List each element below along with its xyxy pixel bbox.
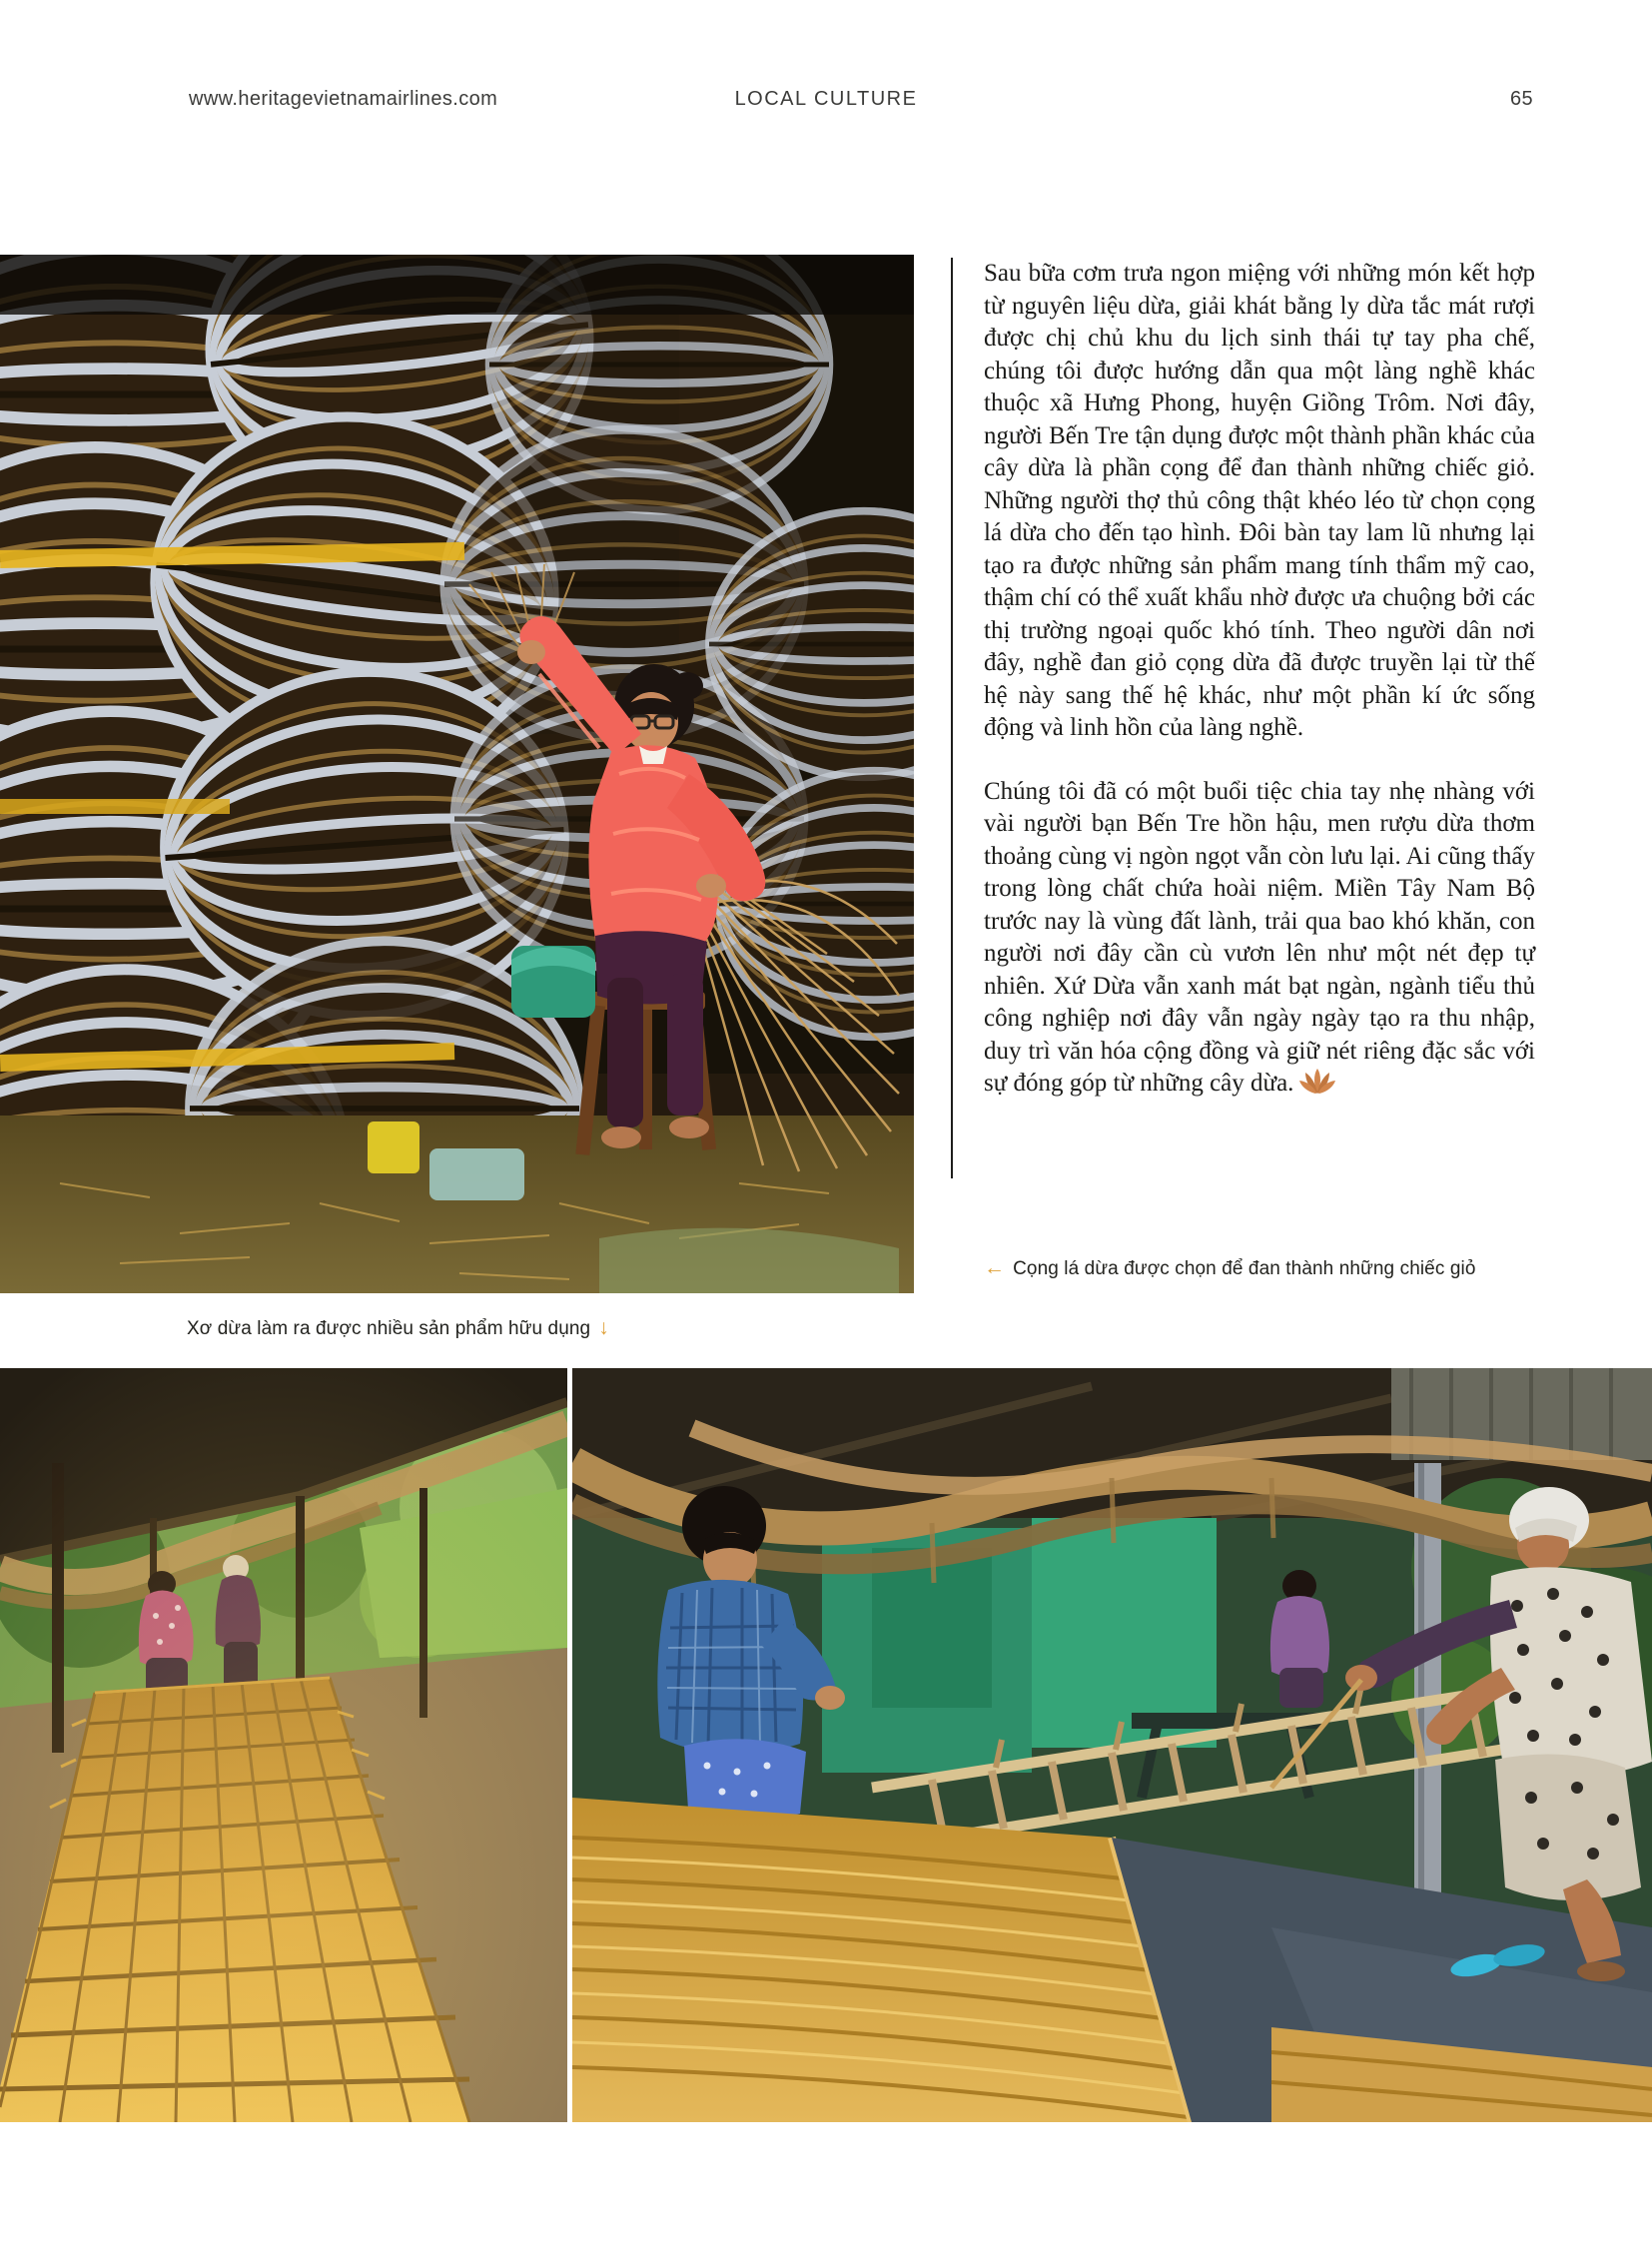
- caption-basket: [984, 1256, 1543, 1280]
- photo-coir-mat-weavers: [572, 1368, 1652, 2122]
- left-arrow-icon: ←: [984, 1256, 1006, 1279]
- caption-coir-text: Xơ dừa làm ra được nhiều sản phẩm hữu dụng: [187, 1318, 591, 1339]
- column-divider: [951, 258, 953, 1178]
- photo-coir-mat-yard: [0, 1368, 567, 2122]
- down-arrow-icon: ↓: [598, 1316, 609, 1339]
- article-body: [984, 258, 1535, 1104]
- header-page-number: 65: [1509, 88, 1533, 110]
- header-section-title: LOCAL CULTURE: [734, 88, 918, 110]
- article-paragraph-2: Chúng tôi đã có một buổi tiệc chia tay nhẹ nhàng với vài người bạn Bến Tre hồn hậu, men rượu dừa thơm thoảng cùng vị ngòn ngọt vẫn còn lưu lại. Ai cũng thấy trong lòng chất chứa hoài niệm. Miền Tây Nam Bộ trước nay là vùng đất lành, trải qua bao khó khăn, con người nơi đây cần cù vươn lên như một nét đẹp tự nhiên. Xứ Dừa vẫn xanh mát bạt ngàn, ngành tiểu thủ công nghiệp nơi đây vẫn ngày ngày tạo ra thu nhập, duy trì văn hóa cộng đồng và giữ nét riêng đặc sắc với sự đóng góp từ những cây dừa.: [984, 776, 1535, 1104]
- lotus-end-mark-icon: [1299, 1069, 1335, 1104]
- photo-basket-weaver: [0, 255, 914, 1293]
- header-url: www.heritagevietnamairlines.com: [189, 88, 498, 110]
- caption-basket-text: Cọng lá dừa được chọn để đan thành những chiếc giỏ: [1013, 1258, 1476, 1279]
- article-paragraph-1: Sau bữa cơm trưa ngon miệng với những món kết hợp từ nguyên liệu dừa, giải khát bằng ly dừa tắc mát rượi được chị chủ khu du lịch sinh thái tự tay pha chế, chúng tôi được hướng dẫn qua một làng nghề khác thuộc xã Hưng Phong, huyện Giồng Trôm. Nơi đây, người Bến Tre tận dụng được một thành phần khác của cây dừa là phần cọng để đan thành những chiếc giỏ. Những người thợ thủ công thật khéo léo từ chọn cọng lá dừa cho đến tạo hình. Đôi bàn tay lam lũ nhưng lại tạo ra được những sản phẩm mang tính thẩm mỹ cao, thậm chí có thể xuất khẩu nhờ được ưa chuộng bởi các thị trường ngoại quốc khó tính. Theo người dân nơi đây, nghề đan giỏ cọng dừa đã được truyền lại từ thế hệ này sang thế hệ khác, như một phần kí ức sống động và linh hồn của làng nghề.: [984, 260, 1535, 741]
- caption-coir: [187, 1316, 746, 1340]
